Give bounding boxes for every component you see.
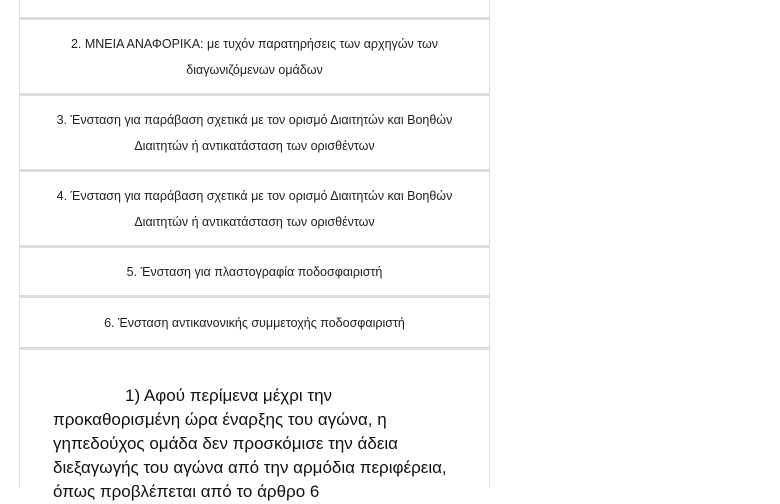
table-row [19,296,490,348]
table-row [19,18,490,94]
table-row [19,0,490,18]
row-text: 5. Ένσταση για πλαστογραφία ποδοσφαιριστή [126,264,383,279]
row-text: 3. Ένσταση για παράβαση σχετικά με τον ορισμό Διαιτητών και Βοηθών Διαιτητών ή αντικατάσταση των ορισθέντων [56,112,453,153]
statement-text: 1) Αφού περίμενα μέχρι την προκαθορισμένη ώρα έναρξης του αγώνα, η γηπεδούχος ομάδα δεν προσκόμισε την άδεια διεξαγωγής του αγώνα από την αρμόδια περιφέρεια, όπως προβλέπεται από το άρθρο 6 [53,386,447,501]
table-row [19,170,490,246]
objections-table [19,0,490,501]
table-row [19,94,490,170]
row-text: 6. Ένσταση αντικανονικής συμμετοχής ποδοσφαιριστή [104,315,405,330]
table-row [19,246,490,296]
row-text: 4. Ένσταση για παράβαση σχετικά με τον ορισμό Διαιτητών και Βοηθών Διαιτητών ή αντικατάσταση των ορισθέντων [56,188,453,229]
row-text: 2. ΜΝΕΙΑ ΑΝΑΦΟΡΙΚΑ: με τυχόν παρατηρήσεις των αρχηγών των διαγωνιζόμενων ομάδων [70,36,439,77]
statement-cell [19,348,490,501]
